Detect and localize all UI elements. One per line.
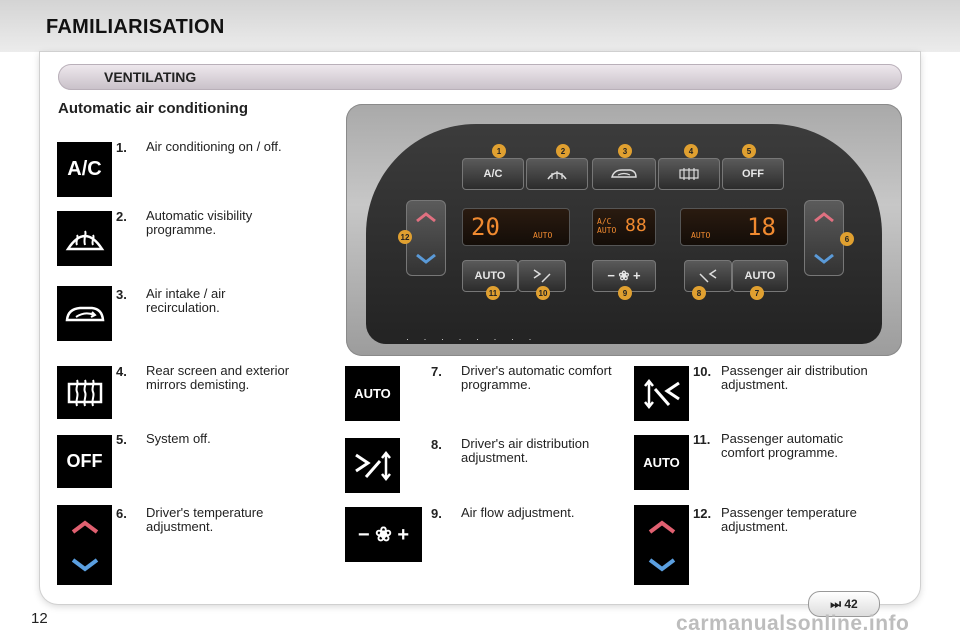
callout-7: 7: [750, 286, 764, 300]
item-2-number: 2.: [116, 209, 127, 224]
ac-icon: A/C: [57, 142, 112, 197]
rear-demist-icon: [57, 366, 112, 419]
item-6-number: 6.: [116, 506, 127, 521]
callout-11: 11: [486, 286, 500, 300]
item-11-text: Passenger automatic comfort programme.: [721, 431, 844, 460]
panel-defrost-button: [526, 158, 588, 190]
item-4-text: Rear screen and exterior mirrors demisting.: [146, 363, 290, 392]
panel-off-button: OFF: [722, 158, 784, 190]
windscreen-defrost-icon: [57, 211, 112, 266]
subheading: Automatic air conditioning: [58, 100, 248, 117]
item-2-text: Automatic visibility programme.: [146, 208, 253, 237]
panel-fan-button: − ❀ +: [592, 260, 656, 292]
item-1-number: 1.: [116, 140, 127, 155]
panel-radio-strip: · · · · · · · ·: [406, 334, 538, 344]
air-distribution-icon: [345, 438, 400, 493]
recirculation-icon: [57, 286, 112, 341]
item-12-number: 12.: [693, 506, 712, 521]
page-number: 12: [31, 610, 48, 627]
callout-2: 2: [556, 144, 570, 158]
left-mode: AUTO: [533, 231, 553, 240]
panel-ac-button: A/C: [462, 158, 524, 190]
callout-6: 6: [840, 232, 854, 246]
temperature-arrows-icon: [634, 505, 689, 585]
off-icon: OFF: [57, 435, 112, 488]
right-temperature: 18: [747, 213, 776, 241]
fan-speed-icon: − ❀ +: [345, 507, 422, 562]
center-fan-level: 88: [625, 215, 647, 236]
panel-left-temp-arrows: [406, 200, 446, 276]
center-mode: A/C AUTO: [597, 217, 617, 235]
item-4-number: 4.: [116, 364, 127, 379]
item-6-text: Driver's temperature adjustment.: [146, 505, 264, 534]
section-title: VENTILATING: [104, 69, 197, 85]
panel-left-auto-button: AUTO: [462, 260, 518, 292]
callout-5: 5: [742, 144, 756, 158]
callout-10: 10: [536, 286, 550, 300]
item-1-text: Air conditioning on / off.: [146, 139, 282, 154]
panel-rear-demist-button: [658, 158, 720, 190]
panel-center-display: [592, 208, 656, 246]
item-7-text: Driver's automatic comfort programme.: [461, 363, 612, 392]
item-3-number: 3.: [116, 287, 127, 302]
callout-9: 9: [618, 286, 632, 300]
panel-right-display: [680, 208, 788, 246]
left-temperature: 20: [471, 213, 500, 241]
item-3-text: Air intake / air recirculation.: [146, 286, 226, 315]
item-5-text: System off.: [146, 431, 211, 446]
page-title: FAMILIARISATION: [46, 16, 225, 38]
item-9-number: 9.: [431, 506, 442, 521]
right-mode: AUTO: [691, 231, 711, 240]
auto-icon: AUTO: [345, 366, 400, 421]
callout-1: 1: [492, 144, 506, 158]
watermark: carmanualsonline.info: [676, 612, 910, 635]
panel-left-display: [462, 208, 570, 246]
control-panel-photo: [346, 104, 902, 356]
panel-recirculation-button: [592, 158, 656, 190]
item-8-text: Driver's air distribution adjustment.: [461, 436, 590, 465]
item-11-number: 11.: [693, 432, 711, 447]
auto-icon: AUTO: [634, 435, 689, 490]
callout-12: 12: [398, 230, 412, 244]
panel-right-distribution-button: [684, 260, 732, 292]
item-7-number: 7.: [431, 364, 442, 379]
panel-right-temp-arrows: [804, 200, 844, 276]
page-reference-link[interactable]: ⏭ 42: [808, 591, 880, 617]
callout-3: 3: [618, 144, 632, 158]
item-5-number: 5.: [116, 432, 127, 447]
temperature-arrows-icon: [57, 505, 112, 585]
item-8-number: 8.: [431, 437, 442, 452]
item-10-number: 10.: [693, 364, 712, 379]
panel-right-auto-button: AUTO: [732, 260, 788, 292]
callout-8: 8: [692, 286, 706, 300]
item-10-text: Passenger air distribution adjustment.: [721, 363, 868, 392]
callout-4: 4: [684, 144, 698, 158]
item-12-text: Passenger temperature adjustment.: [721, 505, 857, 534]
air-distribution-icon: [634, 366, 689, 421]
item-9-text: Air flow adjustment.: [461, 505, 575, 520]
